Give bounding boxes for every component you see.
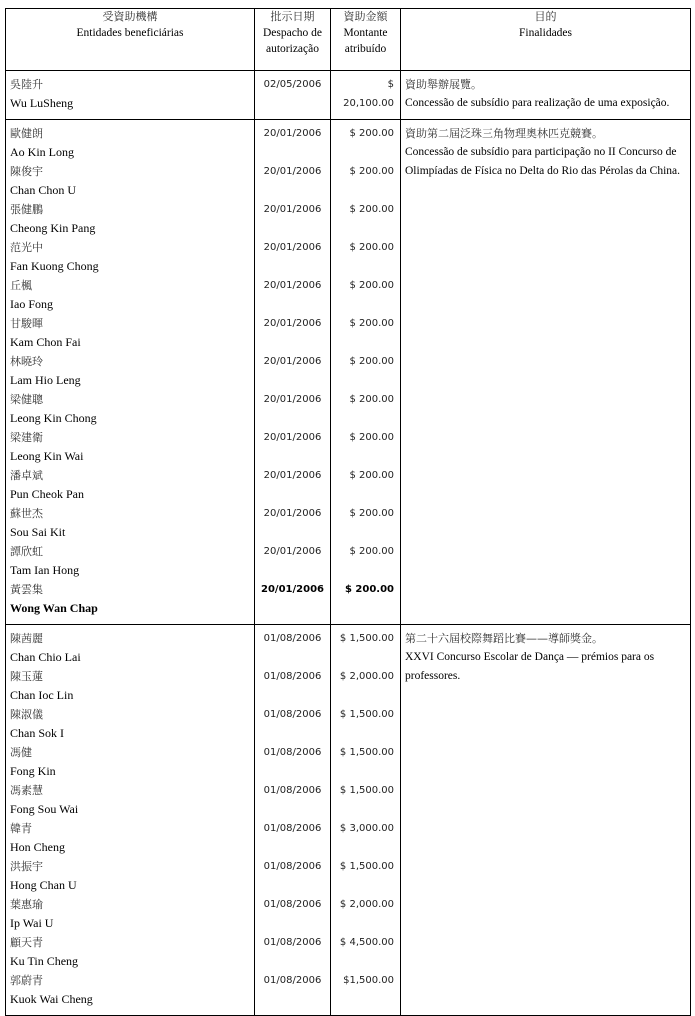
subsidy-amount: $ 1,500.00 xyxy=(339,747,394,758)
header-row xyxy=(6,9,691,71)
purpose-cell xyxy=(401,625,691,1016)
header-purpose xyxy=(401,9,691,71)
beneficiary-name-zh: 韓青 xyxy=(10,822,32,835)
beneficiaries-cell xyxy=(6,120,255,625)
authorization-date: 20/01/2006 xyxy=(263,242,322,253)
table-row xyxy=(6,625,691,1016)
subsidy-amount: $ 1,500.00 xyxy=(339,861,394,872)
beneficiary-name-zh: 譚欣虹 xyxy=(10,545,43,558)
subsidy-amount: $ 200.00 xyxy=(349,166,394,177)
header-amount-pt-1: Montante xyxy=(343,27,388,39)
purpose-cell xyxy=(401,71,691,120)
beneficiary-entry xyxy=(10,629,250,667)
header-amount-pt-2: atribuído xyxy=(344,43,387,55)
subsidy-amount: $ 200.00 xyxy=(349,318,394,329)
beneficiary-name-pt: Kam Chon Fai xyxy=(10,335,81,349)
beneficiaries-cell xyxy=(6,625,255,1016)
subsidy-amount: $ 4,500.00 xyxy=(339,937,394,948)
beneficiary-entry xyxy=(10,705,250,743)
beneficiary-entry xyxy=(10,504,250,542)
subsidy-amount: $ 1,500.00 xyxy=(339,785,394,796)
beneficiary-name-zh: 顧天青 xyxy=(10,936,43,949)
purpose-cell xyxy=(401,120,691,625)
table-body xyxy=(6,71,691,1016)
purpose-zh: 資助舉辦展覽。 xyxy=(405,78,482,91)
beneficiary-name-zh: 甘駿暉 xyxy=(10,317,43,330)
authorization-date: 20/01/2006 xyxy=(261,584,324,595)
authorization-date: 01/08/2006 xyxy=(263,633,322,644)
authorization-date: 20/01/2006 xyxy=(263,356,322,367)
beneficiary-name-zh: 潘卓斌 xyxy=(10,469,43,482)
date-cell xyxy=(255,120,331,625)
authorization-date: 20/01/2006 xyxy=(263,318,322,329)
beneficiaries-cell xyxy=(6,71,255,120)
beneficiary-name-pt: Leong Kin Chong xyxy=(10,411,97,425)
header-amount xyxy=(331,9,401,71)
header-beneficiaries xyxy=(6,9,255,71)
authorization-date: 01/08/2006 xyxy=(263,785,322,796)
subsidy-amount: $ 1,500.00 xyxy=(339,709,394,720)
table-row xyxy=(6,120,691,625)
authorization-date: 01/08/2006 xyxy=(263,937,322,948)
beneficiary-name-zh: 馮素慧 xyxy=(10,784,43,797)
header-date-pt-2: autorização xyxy=(266,43,319,55)
beneficiary-entry xyxy=(10,667,250,705)
beneficiary-name-pt: Chan Ioc Lin xyxy=(10,688,74,702)
purpose-pt: Concessão de subsídio para realização de uma exposição. xyxy=(405,97,670,109)
beneficiary-name-zh: 馮健 xyxy=(10,746,32,759)
amount-cell xyxy=(331,120,401,625)
beneficiary-name-pt: Sou Sai Kit xyxy=(10,525,66,539)
beneficiary-entry xyxy=(10,857,250,895)
header-date xyxy=(255,9,331,71)
beneficiary-entry xyxy=(10,933,250,971)
authorization-date: 01/08/2006 xyxy=(263,747,322,758)
beneficiary-entry xyxy=(10,466,250,504)
beneficiary-entry xyxy=(10,124,250,162)
beneficiary-name-pt: Ip Wai U xyxy=(10,916,54,930)
header-beneficiaries-pt: Entidades beneficiárias xyxy=(76,27,184,39)
beneficiary-entry xyxy=(10,971,250,1009)
authorization-date: 01/08/2006 xyxy=(263,709,322,720)
beneficiary-name-zh: 梁健聰 xyxy=(10,393,43,406)
beneficiary-name-pt: Hon Cheng xyxy=(10,840,65,854)
beneficiary-name-zh: 歐健朗 xyxy=(10,127,43,140)
subsidy-amount: $ 1,500.00 xyxy=(339,633,394,644)
beneficiary-name-zh: 黃雲集 xyxy=(10,583,43,596)
subsidy-amount: $ 200.00 xyxy=(349,546,394,557)
beneficiary-name-zh: 葉惠瑜 xyxy=(10,898,43,911)
beneficiary-entry xyxy=(10,580,250,618)
date-cell xyxy=(255,625,331,1016)
beneficiary-entry xyxy=(10,200,250,238)
subsidy-amount: $ 200.00 xyxy=(349,470,394,481)
beneficiary-entry xyxy=(10,743,250,781)
authorization-date: 20/01/2006 xyxy=(263,280,322,291)
subsidy-amount: $ 200.00 xyxy=(349,394,394,405)
purpose-text xyxy=(401,625,690,692)
beneficiary-entry xyxy=(10,542,250,580)
subsidy-amount: $ 3,000.00 xyxy=(339,823,394,834)
beneficiary-list xyxy=(6,71,254,119)
beneficiary-entry xyxy=(10,352,250,390)
date-list xyxy=(255,625,330,1015)
amount-list xyxy=(331,71,400,119)
authorization-date: 20/01/2006 xyxy=(263,546,322,557)
purpose-text xyxy=(401,120,690,187)
header-date-pt-1: Despacho de xyxy=(262,27,323,39)
beneficiary-name-zh: 洪振宇 xyxy=(10,860,43,873)
authorization-date: 01/08/2006 xyxy=(263,975,322,986)
beneficiary-list xyxy=(6,625,254,1015)
purpose-zh: 第二十六屆校際舞蹈比賽——導師獎金。 xyxy=(405,632,603,645)
beneficiary-name-pt: Pun Cheok Pan xyxy=(10,487,85,501)
beneficiary-name-pt: Fong Kin xyxy=(10,764,56,778)
subsidy-amount: $ 200.00 xyxy=(344,584,394,595)
subsidy-amount: $ 200.00 xyxy=(349,242,394,253)
date-list xyxy=(255,71,330,119)
authorization-date: 01/08/2006 xyxy=(263,899,322,910)
beneficiary-name-zh: 范光中 xyxy=(10,241,43,254)
purpose-pt: Concessão de subsídio para participação no II Concurso de Olimpíadas de Física no Delta do Rio das Pérolas da China. xyxy=(405,146,680,177)
beneficiary-name-pt: Kuok Wai Cheng xyxy=(10,992,93,1006)
beneficiary-name-zh: 梁建衛 xyxy=(10,431,43,444)
beneficiary-name-zh: 吳陸升 xyxy=(10,78,43,91)
beneficiary-name-pt: Ao Kin Long xyxy=(10,145,74,159)
beneficiary-name-pt: Leong Kin Wai xyxy=(10,449,84,463)
beneficiary-name-zh: 蘇世杰 xyxy=(10,507,43,520)
beneficiary-name-zh: 陳俊宇 xyxy=(10,165,43,178)
beneficiary-name-zh: 陳茜麗 xyxy=(10,632,43,645)
beneficiary-name-pt: Iao Fong xyxy=(10,297,53,311)
beneficiary-name-pt: Hong Chan U xyxy=(10,878,77,892)
header-purpose-zh: 目的 xyxy=(534,10,557,23)
table-row xyxy=(6,71,691,120)
subsidy-table xyxy=(5,8,691,1016)
subsidy-amount: $ 200.00 xyxy=(349,356,394,367)
authorization-date: 20/01/2006 xyxy=(263,204,322,215)
authorization-date: 20/01/2006 xyxy=(263,470,322,481)
subsidy-amount: $ 200.00 xyxy=(349,508,394,519)
subsidy-amount: $ 200.00 xyxy=(349,204,394,215)
date-cell xyxy=(255,71,331,120)
subsidy-amount: $ 20,100.00 xyxy=(343,79,394,109)
beneficiary-entry xyxy=(10,819,250,857)
beneficiary-name-pt: Chan Sok I xyxy=(10,726,64,740)
authorization-date: 01/08/2006 xyxy=(263,823,322,834)
beneficiary-entry xyxy=(10,238,250,276)
authorization-date: 20/01/2006 xyxy=(263,432,322,443)
authorization-date: 20/01/2006 xyxy=(263,166,322,177)
beneficiary-name-zh: 張健鵬 xyxy=(10,203,43,216)
subsidy-amount: $ 2,000.00 xyxy=(339,671,394,682)
beneficiary-name-pt: Fong Sou Wai xyxy=(10,802,79,816)
beneficiary-name-pt: Tam Ian Hong xyxy=(10,563,80,577)
purpose-text xyxy=(401,71,690,119)
beneficiary-entry xyxy=(10,895,250,933)
amount-cell xyxy=(331,71,401,120)
beneficiary-name-pt: Wu LuSheng xyxy=(10,96,74,110)
amount-list xyxy=(331,625,400,1015)
beneficiary-entry xyxy=(10,390,250,428)
beneficiary-entry xyxy=(10,314,250,352)
date-list xyxy=(255,120,330,624)
subsidy-amount: $ 200.00 xyxy=(349,432,394,443)
purpose-pt: XXVI Concurso Escolar de Dança — prémios para os professores. xyxy=(405,651,655,682)
header-date-zh: 批示日期 xyxy=(270,10,315,23)
authorization-date: 20/01/2006 xyxy=(263,508,322,519)
beneficiary-entry xyxy=(10,276,250,314)
amount-cell xyxy=(331,625,401,1016)
subsidy-amount: $1,500.00 xyxy=(343,975,394,986)
beneficiary-name-pt: Chan Chio Lai xyxy=(10,650,81,664)
beneficiary-entry xyxy=(10,162,250,200)
header-amount-zh: 資助金額 xyxy=(343,10,388,23)
header-purpose-pt: Finalidades xyxy=(518,27,573,39)
subsidy-amount: $ 200.00 xyxy=(349,128,394,139)
authorization-date: 01/08/2006 xyxy=(263,861,322,872)
beneficiary-name-pt: Chan Chon U xyxy=(10,183,76,197)
beneficiary-entry xyxy=(10,428,250,466)
purpose-zh: 資助第二屆泛珠三角物理奧林匹克競賽。 xyxy=(405,127,603,140)
beneficiary-name-zh: 丘楓 xyxy=(10,279,32,292)
beneficiary-name-pt: Lam Hio Leng xyxy=(10,373,81,387)
authorization-date: 20/01/2006 xyxy=(263,128,322,139)
authorization-date: 20/01/2006 xyxy=(263,394,322,405)
beneficiary-name-pt: Wong Wan Chap xyxy=(10,601,98,615)
beneficiary-name-pt: Ku Tin Cheng xyxy=(10,954,79,968)
beneficiary-name-zh: 陳淑儀 xyxy=(10,708,43,721)
subsidy-amount: $ 200.00 xyxy=(349,280,394,291)
subsidy-amount: $ 2,000.00 xyxy=(339,899,394,910)
beneficiary-name-zh: 陳玉蓮 xyxy=(10,670,43,683)
beneficiary-list xyxy=(6,120,254,624)
amount-list xyxy=(331,120,400,624)
beneficiary-name-pt: Cheong Kin Pang xyxy=(10,221,96,235)
beneficiary-entry xyxy=(10,781,250,819)
beneficiary-entry xyxy=(10,75,250,113)
beneficiary-name-zh: 郭蔚青 xyxy=(10,974,43,987)
header-beneficiaries-zh: 受資助機構 xyxy=(102,10,158,23)
beneficiary-name-pt: Fan Kuong Chong xyxy=(10,259,99,273)
authorization-date: 01/08/2006 xyxy=(263,671,322,682)
authorization-date: 02/05/2006 xyxy=(263,79,322,90)
beneficiary-name-zh: 林曉玲 xyxy=(10,355,43,368)
